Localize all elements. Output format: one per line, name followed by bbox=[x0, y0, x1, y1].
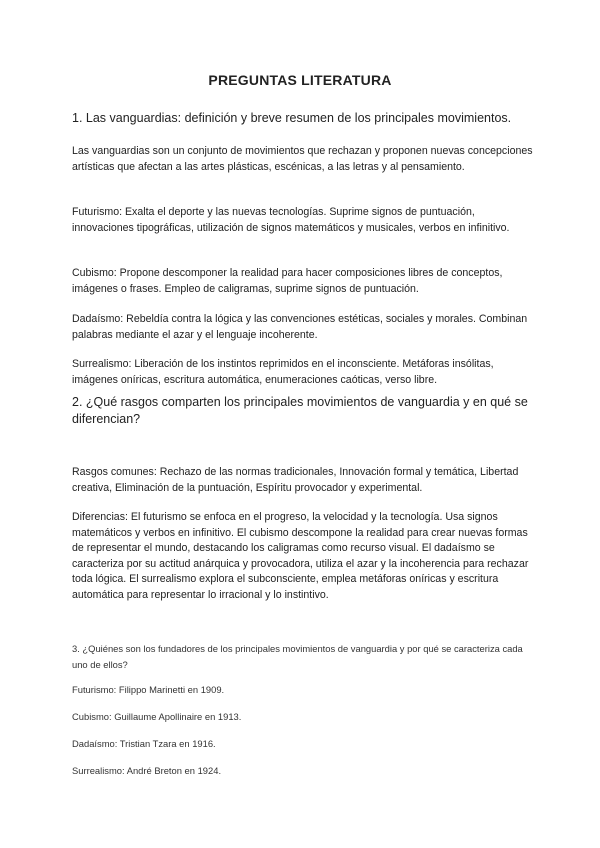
q1-futurismo-paragraph: Futurismo: Exalta el deporte y las nuevas tecnologías. Suprime signos de puntuación, innovaciones tipográficas, utilización de signos matemáticos y musicales, verbos en infinitivo. bbox=[72, 206, 510, 234]
q2-diferencias-paragraph: Diferencias: El futurismo se enfoca en el progreso, la velocidad y la tecnología. Usa signos matemáticos y verbos en infinitivo. El cubismo descompone la realidad para crear nuevas formas de representar el mundo, destacando los caligramas como recurso visual. El dadaísmo se caracteriza por su actitud anárquica y provocadora, utiliza el azar y la incoherencia para rechazar toda lógica. El surrealismo explora el subconsciente, emplea metáforas oníricas y escritura automática para representar lo irracional y lo instintivo. bbox=[72, 511, 529, 601]
q1-intro-paragraph: Las vanguardias son un conjunto de movimientos que rechazan y proponen nuevas concepciones artísticas que afectan a las artes plásticas, escénicas, a las letras y al pensamiento. bbox=[72, 145, 533, 173]
q1-cubismo-paragraph: Cubismo: Propone descomponer la realidad para hacer composiciones libres de conceptos, imágenes o frases. Empleo de caligramas, suprime signos de puntuación. bbox=[72, 267, 503, 295]
page-title: PREGUNTAS LITERATURA bbox=[208, 72, 392, 88]
question-3-heading: 3. ¿Quiénes son los fundadores de los principales movimientos de vanguardia y por qué se caracteriza cada uno de ellos? bbox=[72, 643, 523, 670]
q3-cubismo-line: Cubismo: Guillaume Apollinaire en 1913. bbox=[72, 711, 242, 722]
q3-futurismo-line: Futurismo: Filippo Marinetti en 1909. bbox=[72, 684, 225, 695]
q1-dadaismo-paragraph: Dadaísmo: Rebeldía contra la lógica y las convenciones estéticas, sociales y morales. Combinan palabras mediante el azar y el lenguaje incoherente. bbox=[72, 313, 528, 341]
q1-surrealismo-paragraph: Surrealismo: Liberación de los instintos reprimidos en el inconsciente. Metáforas insólitas, imágenes oníricas, escritura automática, enumeraciones caóticas, verso libre. bbox=[72, 358, 494, 386]
q3-surrealismo-line: Surrealismo: André Breton en 1924. bbox=[72, 765, 222, 776]
question-1-heading: 1. Las vanguardias: definición y breve resumen de los principales movimientos. bbox=[72, 111, 512, 125]
question-2-heading: 2. ¿Qué rasgos comparten los principales movimientos de vanguardia y en qué se diferencian? bbox=[72, 395, 528, 426]
q2-comunes-paragraph: Rasgos comunes: Rechazo de las normas tradicionales, Innovación formal y temática, Libertad creativa, Eliminación de la puntuación, Espíritu provocador y experimental. bbox=[72, 466, 519, 494]
q3-dadaismo-line: Dadaísmo: Tristian Tzara en 1916. bbox=[72, 738, 216, 749]
